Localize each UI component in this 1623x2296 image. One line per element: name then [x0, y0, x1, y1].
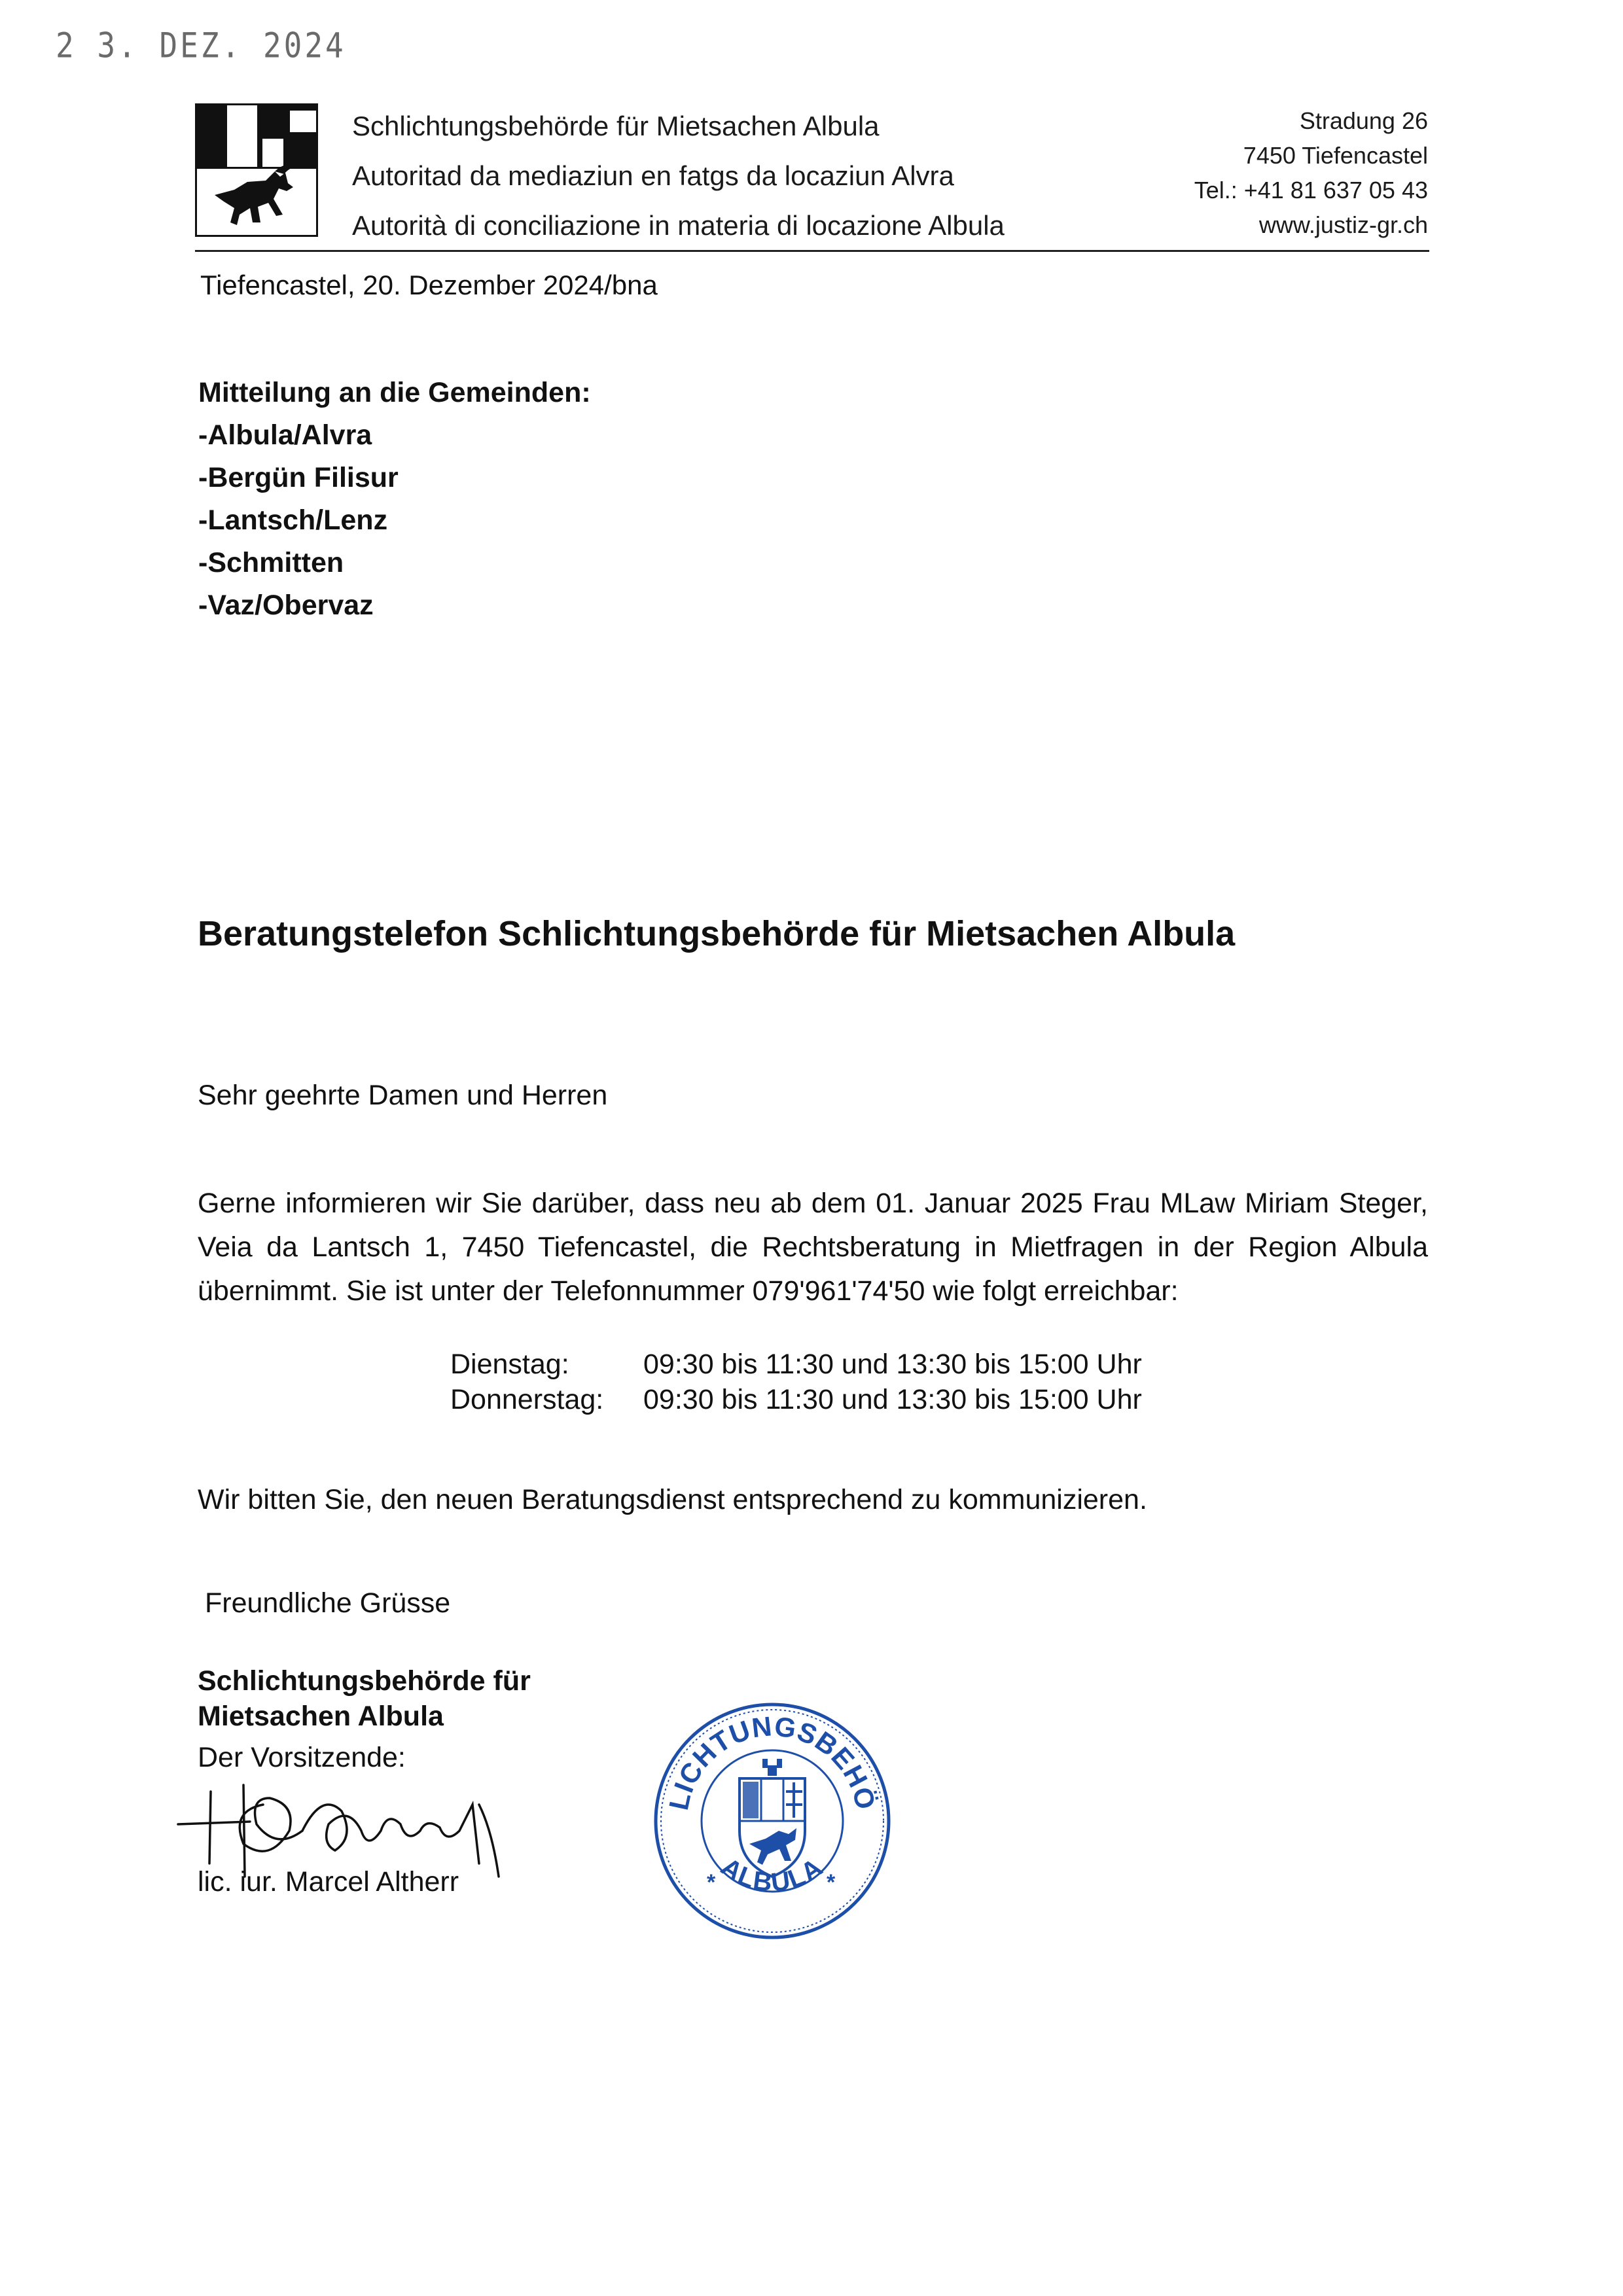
address-city: 7450 Tiefencastel — [1243, 142, 1428, 169]
place-and-date: Tiefencastel, 20. Dezember 2024/bna — [200, 270, 658, 300]
official-seal — [651, 1700, 893, 1942]
recipient-item: -Albula/Alvra — [198, 419, 372, 451]
recipient-item: -Schmitten — [198, 547, 344, 578]
letterhead-org-names — [352, 101, 1005, 251]
org-name-german: Schlichtungsbehörde für Mietsachen Albula — [352, 111, 880, 141]
address-street: Stradung 26 — [1299, 107, 1428, 134]
body-paragraph: Gerne informieren wir Sie darüber, dass neu ab dem 01. Januar 2025 Frau MLaw Miriam Steger, Veia da Lantsch 1, 7450 Tiefencastel, die Rechtsberatung in Mietfragen in der Region Albula übernimmt. Sie ist unter der Telefonnummer 079'961'74'50 wie folgt erreichbar: — [198, 1188, 1428, 1307]
address-phone: Tel.: +41 81 637 05 43 — [1194, 177, 1428, 203]
address-website[interactable]: www.justiz-gr.ch — [1258, 211, 1428, 238]
svg-text:*: * — [707, 1870, 716, 1895]
signatory-name: lic. iur. Marcel Altherr — [198, 1866, 459, 1898]
hours-day: Donnerstag: — [450, 1384, 604, 1415]
signature-organization — [198, 1663, 531, 1734]
signature-role: Der Vorsitzende: — [198, 1742, 406, 1773]
letterhead-divider — [195, 250, 1429, 252]
signature-org-line: Mietsachen Albula — [198, 1701, 444, 1732]
greeting: Freundliche Grüsse — [205, 1587, 451, 1619]
seal-top-text: LICHTUNGSBEHÖ — [662, 1710, 882, 1813]
office-hours — [450, 1347, 1142, 1417]
recipients-heading: Mitteilung an die Gemeinden: — [198, 377, 591, 408]
coat-of-arms-logo — [195, 103, 318, 237]
letter-subject: Beratungstelefon Schlichtungsbehörde für Mietsachen Albula — [198, 914, 1236, 953]
recipients-block — [198, 372, 591, 627]
letterhead-address — [1088, 103, 1428, 242]
hours-day: Dienstag: — [450, 1349, 569, 1380]
seal-bottom-text: ALBULA — [715, 1852, 829, 1898]
signature-org-line: Schlichtungsbehörde für — [198, 1665, 531, 1697]
received-date-stamp: 2 3. DEZ. 2024 — [56, 24, 346, 66]
recipient-item: -Bergün Filisur — [198, 462, 399, 493]
hours-time: 09:30 bis 11:30 und 13:30 bis 15:00 Uhr — [643, 1384, 1142, 1415]
org-name-italian: Autorità di conciliazione in materia di locazione Albula — [352, 210, 1005, 241]
svg-text:*: * — [827, 1870, 836, 1895]
recipient-item: -Lantsch/Lenz — [198, 504, 388, 536]
closing-paragraph: Wir bitten Sie, den neuen Beratungsdienst entsprechend zu kommunizieren. — [198, 1484, 1147, 1515]
salutation: Sehr geehrte Damen und Herren — [198, 1080, 608, 1111]
recipient-item: -Vaz/Obervaz — [198, 590, 374, 621]
hours-row — [450, 1347, 1142, 1382]
hours-time: 09:30 bis 11:30 und 13:30 bis 15:00 Uhr — [643, 1349, 1142, 1380]
org-name-romansh: Autoritad da mediaziun en fatgs da locaziun Alvra — [352, 160, 954, 191]
hours-row — [450, 1382, 1142, 1417]
